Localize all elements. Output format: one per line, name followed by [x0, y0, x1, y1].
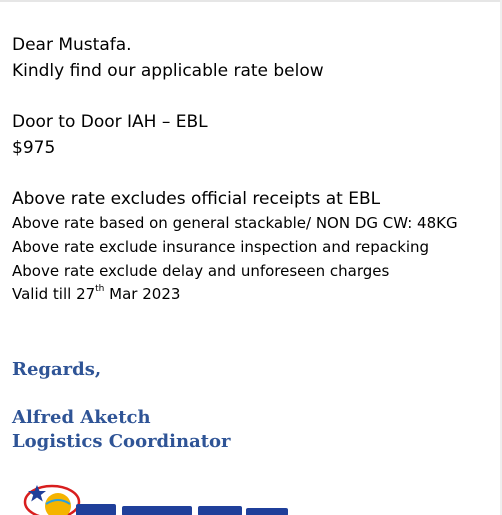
validity-prefix: Valid till 27: [12, 285, 96, 303]
note-insurance: Above rate exclude insurance inspection and repacking: [12, 238, 430, 256]
signer-title: Logistics Coordinator: [12, 431, 231, 452]
top-divider: [0, 0, 502, 2]
validity-suffix: Mar 2023: [104, 285, 181, 303]
company-logo-icon: [20, 480, 310, 515]
intro-line: Kindly find our applicable rate below: [12, 61, 324, 81]
note-official-receipts: Above rate excludes official receipts at EBL: [12, 189, 381, 209]
rate-value: $975: [12, 138, 56, 158]
validity-superscript: th: [95, 284, 105, 294]
validity-line: [12, 284, 181, 303]
closing: Regards,: [12, 359, 102, 380]
note-stackable: Above rate based on general stackable/ NON DG CW: 48KG: [12, 214, 458, 232]
greeting: Dear Mustafa.: [12, 35, 132, 55]
service-line: Door to Door IAH – EBL: [12, 112, 208, 132]
signer-name: Alfred Aketch: [12, 407, 151, 428]
note-delay: Above rate exclude delay and unforeseen charges: [12, 262, 390, 280]
